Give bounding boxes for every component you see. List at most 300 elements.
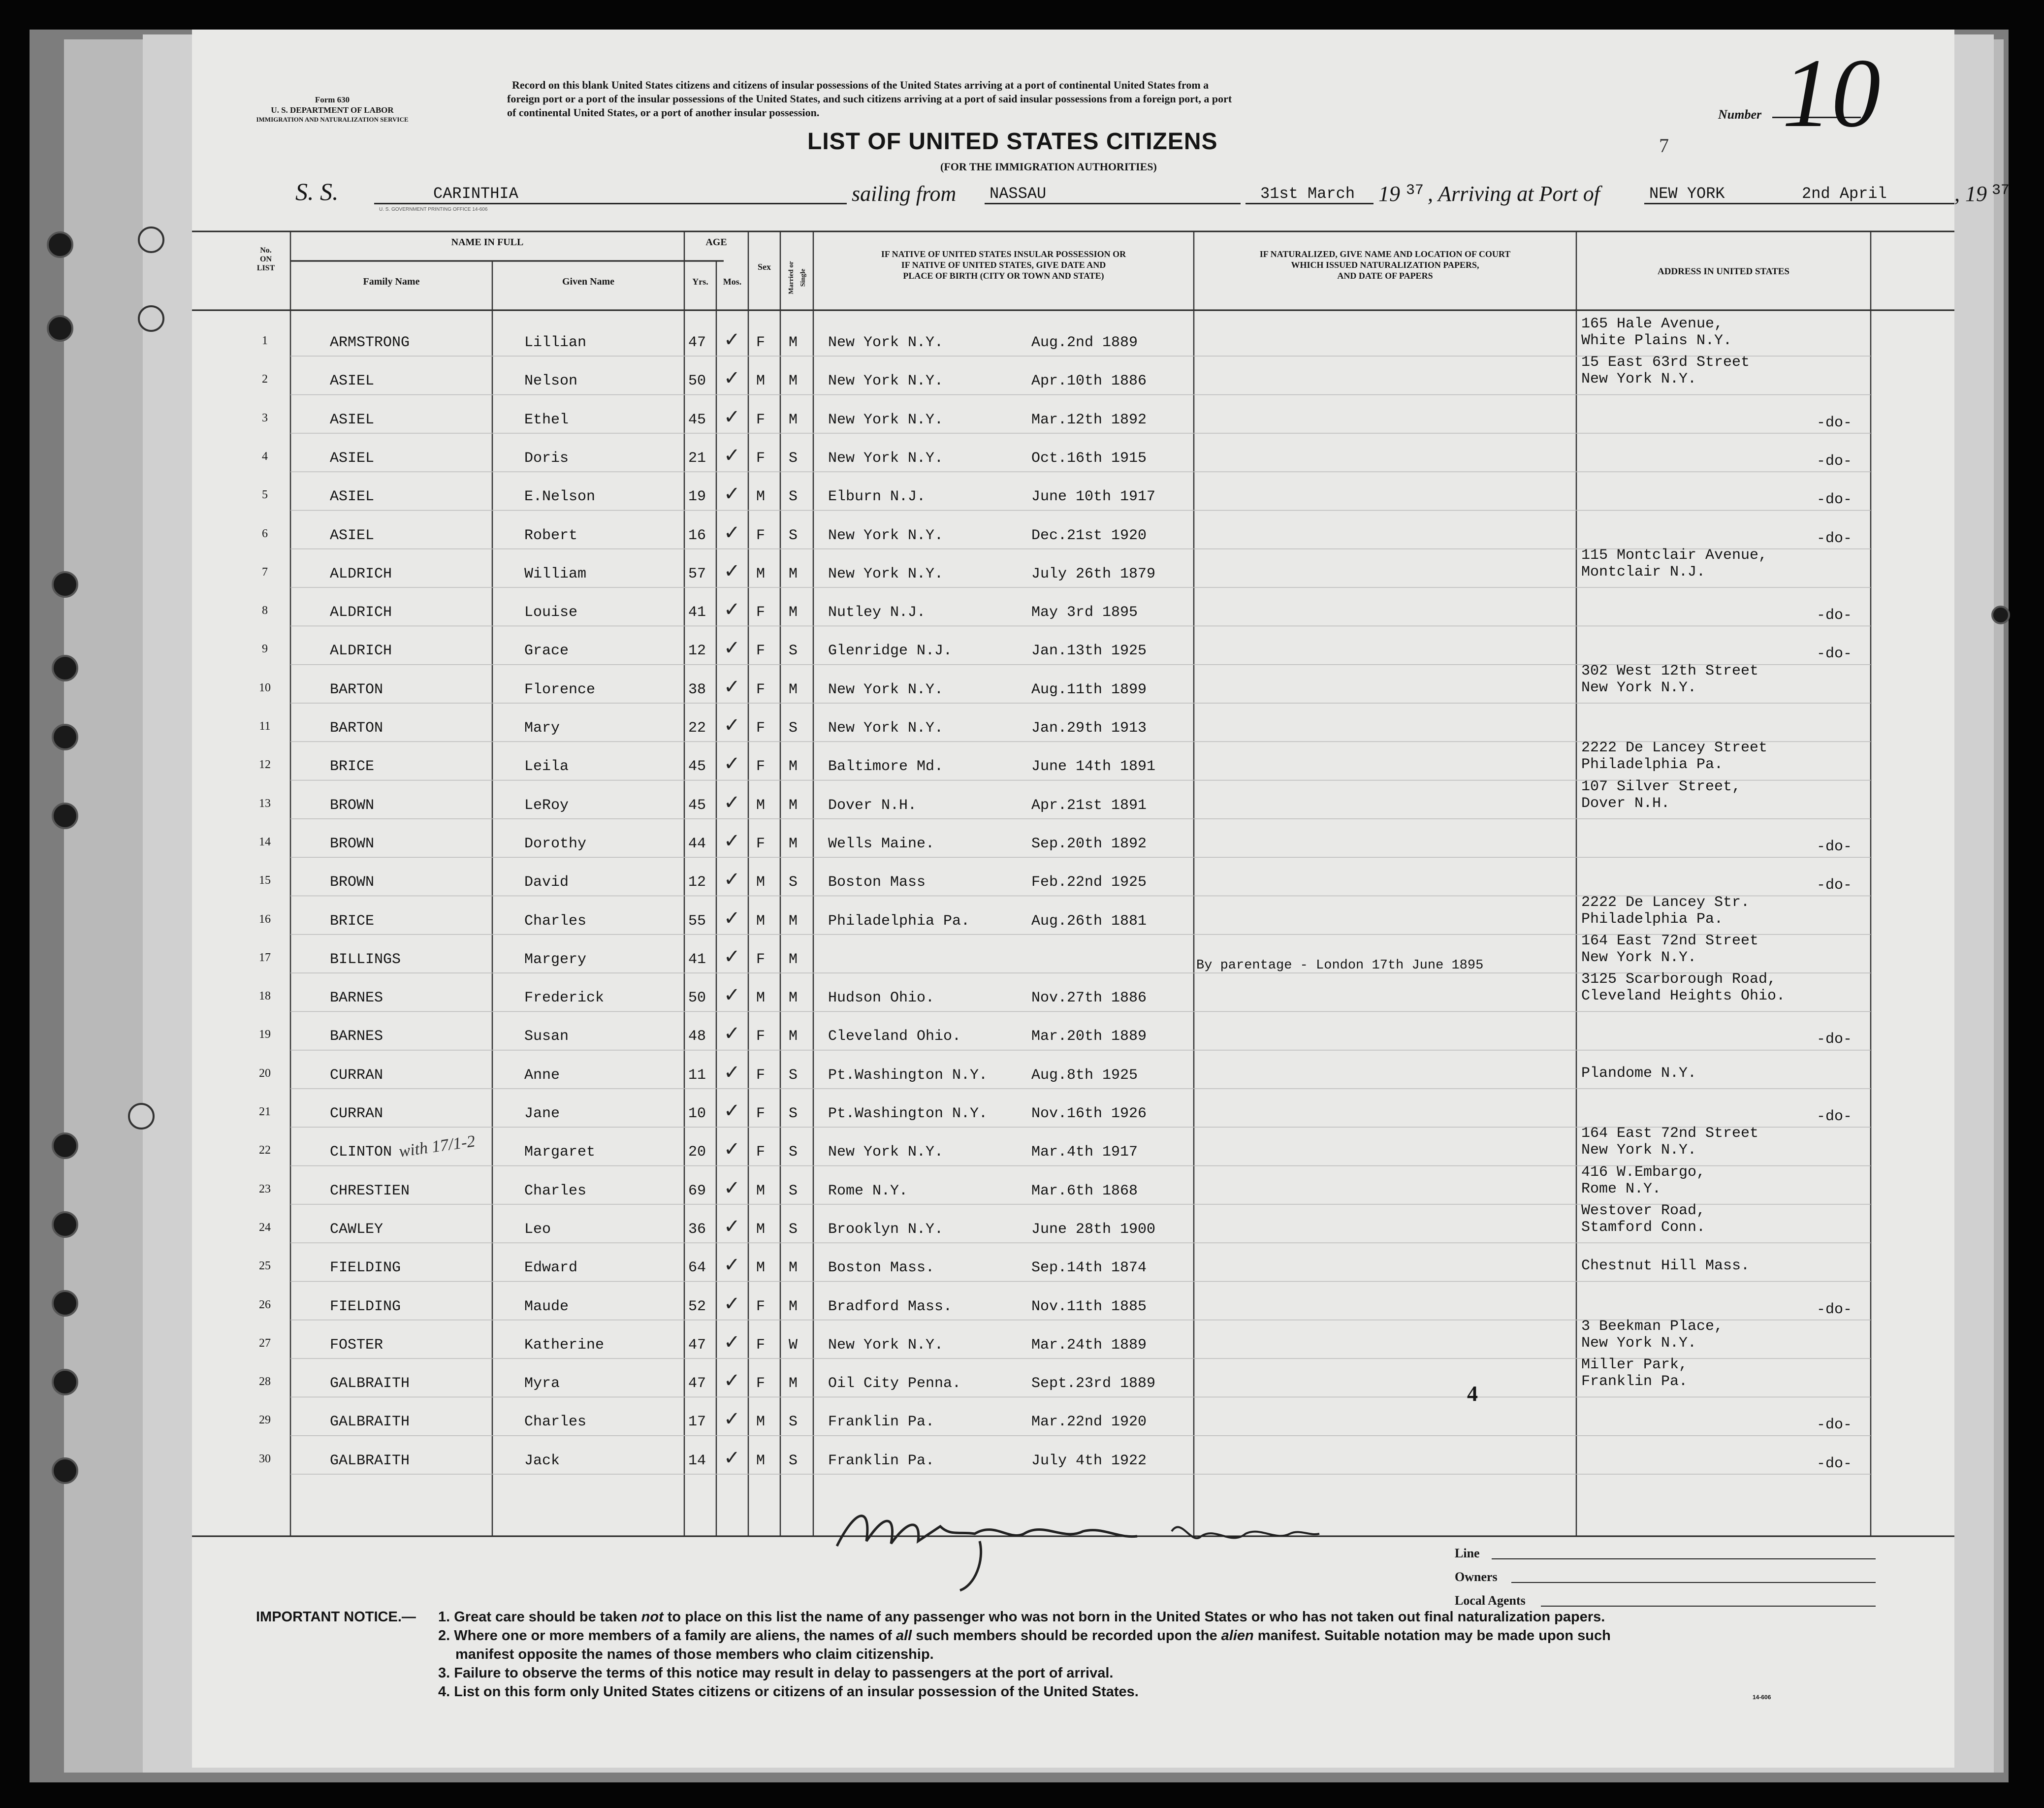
check-mark-icon: ✓	[724, 405, 740, 428]
sex: M	[756, 1414, 766, 1431]
given-name: E.Nelson	[524, 488, 596, 506]
age-years: 48	[688, 1028, 706, 1045]
row-number: 22	[259, 1144, 271, 1157]
birth-date: Oct.16th 1915	[1031, 450, 1147, 467]
manifest-page	[192, 30, 2010, 1768]
sex: F	[756, 1298, 766, 1315]
given-name: Leila	[524, 758, 569, 775]
age-years: 36	[688, 1221, 706, 1238]
check-mark-icon: ✓	[724, 367, 740, 390]
given-name: Dorothy	[524, 835, 587, 852]
printing-note: U. S. GOVERNMENT PRINTING OFFICE 14-606	[379, 207, 488, 212]
binder-hole	[52, 1457, 78, 1484]
marital-status: M	[789, 1028, 798, 1045]
binder-hole	[52, 803, 78, 829]
table-row	[192, 318, 1954, 356]
sex: M	[756, 565, 766, 582]
binder-hole	[52, 1132, 78, 1159]
family-name: BRICE	[330, 758, 375, 775]
given-name: Nelson	[524, 373, 578, 390]
age-years: 45	[688, 411, 706, 428]
age-years: 47	[688, 1375, 706, 1392]
age-years: 55	[688, 912, 706, 930]
family-name: CURRAN	[330, 1066, 383, 1084]
age-years: 22	[688, 720, 706, 737]
birth-date: Sept.23rd 1889	[1031, 1375, 1156, 1392]
check-mark-icon: ✓	[724, 598, 740, 621]
form-number: Form 630	[315, 95, 350, 104]
family-name: GALBRAITH	[330, 1414, 410, 1431]
given-name: Myra	[524, 1375, 560, 1392]
year2-prefix: , 19	[1954, 182, 1987, 206]
row-number: 24	[259, 1221, 271, 1234]
birth-date: July 4th 1922	[1031, 1452, 1147, 1469]
marital-status: M	[789, 797, 798, 814]
age-years: 38	[688, 681, 706, 698]
row-number: 2	[262, 373, 268, 386]
table-row	[192, 1320, 1954, 1358]
birth-date: Aug.8th 1925	[1031, 1066, 1138, 1084]
age-years: 11	[688, 1066, 706, 1084]
age-years: 44	[688, 835, 706, 852]
binder-hole	[52, 655, 78, 681]
check-mark-icon: ✓	[724, 984, 740, 1007]
age-years: 50	[688, 990, 706, 1007]
age-years: 20	[688, 1144, 706, 1161]
marital-status: S	[789, 874, 798, 891]
age-years: 41	[688, 604, 706, 621]
row-number: 8	[262, 604, 268, 617]
check-mark-icon: ✓	[724, 1099, 740, 1122]
sex: F	[756, 411, 766, 428]
family-name: ARMSTRONG	[330, 334, 410, 351]
birth-place: New York N.Y.	[828, 1336, 944, 1354]
birth-date: Apr.10th 1886	[1031, 373, 1147, 390]
notice-2-cont: manifest opposite the names of those members who claim citizenship.	[455, 1647, 934, 1662]
address-line-1: 3 Beekman Place,	[1581, 1318, 1724, 1335]
given-name: Leo	[524, 1221, 551, 1238]
address-line-2: New York N.Y.	[1581, 949, 1697, 966]
address-line-1: 302 West 12th Street	[1581, 662, 1759, 679]
given-name: Susan	[524, 1028, 569, 1045]
service: IMMIGRATION AND NATURALIZATION SERVICE	[256, 116, 409, 123]
address-line-1: 164 East 72nd Street	[1581, 1125, 1759, 1142]
marital-status: S	[789, 720, 798, 737]
birth-place: Bradford Mass.	[828, 1298, 953, 1315]
check-mark-icon: ✓	[724, 559, 740, 582]
family-name: ASIEL	[330, 450, 375, 467]
birth-date: Aug.11th 1899	[1031, 681, 1147, 698]
family-name: CAWLEY	[330, 1221, 383, 1238]
row-number: 27	[259, 1336, 271, 1350]
marital-status: M	[789, 373, 798, 390]
ss-label: S. S.	[295, 178, 339, 205]
given-name: Jack	[524, 1452, 560, 1469]
table-row	[192, 819, 1954, 857]
margin-number: 4	[1467, 1382, 1478, 1406]
instructions-2: foreign port or a port of the insular possessions of the United States, and such citizens arriving at a port of said insular possessions from a foreign port, a port	[507, 93, 1232, 105]
binder-hole	[52, 1369, 78, 1395]
sex: M	[756, 1259, 766, 1277]
table-row	[192, 472, 1954, 510]
sex: M	[756, 488, 766, 506]
marital-status: S	[789, 450, 798, 467]
handwritten-annotation: with 17/1-2	[398, 1132, 477, 1161]
table-row	[192, 1011, 1954, 1050]
notice-2: 2. Where one or more members of a family are aliens, the names of all such members should be recorded upon the alien manifest. Suitable notation may be made upon such	[438, 1628, 1611, 1644]
given-name: Lillian	[524, 334, 587, 351]
table-row	[192, 433, 1954, 472]
naturalization: By parentage - London 17th June 1895	[1196, 958, 1484, 973]
year-suffix: 37	[1406, 182, 1424, 199]
sex: M	[756, 990, 766, 1007]
row-number: 7	[262, 565, 268, 579]
year-prefix: 19	[1378, 182, 1400, 206]
row-number: 25	[259, 1259, 271, 1273]
birth-place: Boston Mass	[828, 874, 926, 891]
birth-date: Feb.22nd 1925	[1031, 874, 1147, 891]
address-line-1: 2222 De Lancey Street	[1581, 740, 1768, 757]
binder-ring	[138, 226, 164, 253]
birth-date: Jan.29th 1913	[1031, 720, 1147, 737]
birth-date: Apr.21st 1891	[1031, 797, 1147, 814]
address-line-1: 164 East 72nd Street	[1581, 932, 1759, 949]
address-line-2: Montclair N.J.	[1581, 563, 1706, 581]
birth-place: Dover N.H.	[828, 797, 917, 814]
address-line-1: -do-	[1817, 838, 1852, 855]
family-name: BROWN	[330, 835, 375, 852]
address-line-1: -do-	[1817, 646, 1852, 663]
given-name: Katherine	[524, 1336, 605, 1354]
family-name: ALDRICH	[330, 604, 392, 621]
family-name: BARNES	[330, 1028, 383, 1045]
table-row	[192, 703, 1954, 742]
birth-place: New York N.Y.	[828, 1144, 944, 1161]
form-code: 14-606	[1753, 1694, 1771, 1701]
table-row	[192, 356, 1954, 394]
row-number: 29	[259, 1414, 271, 1427]
check-mark-icon: ✓	[724, 868, 740, 891]
family-name: BROWN	[330, 874, 375, 891]
given-name: Charles	[524, 912, 587, 930]
binder-ring	[138, 305, 164, 332]
age-years: 12	[688, 643, 706, 660]
family-name: ASIEL	[330, 488, 375, 506]
sex: F	[756, 720, 766, 737]
year2-suffix: 37	[1992, 182, 2010, 199]
row-number: 11	[259, 720, 271, 733]
binder-hole	[1991, 606, 2010, 624]
address-line-2: New York N.Y.	[1581, 1334, 1697, 1352]
table-row	[192, 896, 1954, 935]
address-line-1: 2222 De Lancey Str.	[1581, 894, 1750, 911]
address-line-2: Stamford Conn.	[1581, 1219, 1706, 1236]
birth-place: Philadelphia Pa.	[828, 912, 970, 930]
check-mark-icon: ✓	[724, 444, 740, 467]
age-years: 10	[688, 1105, 706, 1122]
row-number: 21	[259, 1105, 271, 1118]
address-line-2: Franklin Pa.	[1581, 1373, 1688, 1390]
address-line-1: -do-	[1817, 530, 1852, 547]
birth-date: June 10th 1917	[1031, 488, 1156, 506]
family-name: ALDRICH	[330, 643, 392, 660]
row-number: 30	[259, 1452, 271, 1465]
family-name: BARNES	[330, 990, 383, 1007]
sex: F	[756, 604, 766, 621]
marital-status: S	[789, 1452, 798, 1469]
col-name-in-full: NAME IN FULL	[451, 237, 524, 248]
notice-4: 4. List on this form only United States citizens or citizens of an insular possession of the United States.	[438, 1684, 1139, 1700]
table-row	[192, 932, 1954, 973]
address-line-1: Westover Road,	[1581, 1202, 1706, 1219]
check-mark-icon: ✓	[724, 1176, 740, 1199]
arriving-label: , Arriving at Port of	[1428, 182, 1600, 206]
agents-field	[1541, 1606, 1876, 1607]
check-mark-icon: ✓	[724, 1022, 740, 1045]
binder-hole	[47, 315, 73, 342]
check-mark-icon: ✓	[724, 945, 740, 968]
age-years: 52	[688, 1298, 706, 1315]
marital-status: M	[789, 990, 798, 1007]
birth-date: Mar.20th 1889	[1031, 1028, 1147, 1045]
address-line-1: 3125 Scarborough Road,	[1581, 971, 1777, 988]
marital-status: S	[789, 1221, 798, 1238]
sex: F	[756, 450, 766, 467]
address-line-2: New York N.Y.	[1581, 371, 1697, 388]
instructions-3: of continental United States, or a port of another insular possession.	[507, 106, 820, 119]
marital-status: M	[789, 1259, 798, 1277]
marital-status: S	[789, 1066, 798, 1084]
marital-status: S	[789, 488, 798, 506]
from-port: NASSAU	[990, 185, 1047, 203]
given-name: Anne	[524, 1066, 560, 1084]
check-mark-icon: ✓	[724, 1369, 740, 1392]
sex: F	[756, 758, 766, 775]
row-number: 13	[259, 797, 271, 810]
address-line-1: -do-	[1817, 491, 1852, 509]
table-row	[192, 742, 1954, 780]
col-given-name: Given Name	[562, 276, 615, 287]
family-name: BARTON	[330, 681, 383, 698]
row-number: 26	[259, 1298, 271, 1311]
page-subtitle: (FOR THE IMMIGRATION AUTHORITIES)	[940, 161, 1157, 173]
col-married: Married or Single	[788, 261, 807, 294]
check-mark-icon: ✓	[724, 1408, 740, 1431]
arrival-date: 2nd April	[1802, 185, 1887, 203]
row-number: 9	[262, 643, 268, 656]
given-name: Ethel	[524, 411, 569, 428]
instructions-1: Record on this blank United States citizens and citizens of insular possessions of the United States arriving at a port of continental United States from a	[512, 79, 1209, 91]
sex: F	[756, 527, 766, 544]
col-naturalized: IF NATURALIZED, GIVE NAME AND LOCATION OF COURT WHICH ISSUED NATURALIZATION PAPERS, AND DATE OF PAPERS	[1259, 249, 1511, 281]
address-line-1: -do-	[1817, 414, 1852, 431]
marital-status: M	[789, 1298, 798, 1315]
given-name: Edward	[524, 1259, 578, 1277]
birth-place: Wells Maine.	[828, 835, 935, 852]
check-mark-icon: ✓	[724, 906, 740, 930]
given-name: Maude	[524, 1298, 569, 1315]
birth-date: Nov.16th 1926	[1031, 1105, 1147, 1122]
row-number: 5	[262, 488, 268, 502]
given-name: Charles	[524, 1182, 587, 1199]
birth-place: Boston Mass.	[828, 1259, 935, 1277]
sex: F	[756, 1144, 766, 1161]
check-mark-icon: ✓	[724, 791, 740, 814]
page-mark: 7	[1659, 134, 1669, 157]
address-line-1: -do-	[1817, 607, 1852, 624]
sailing-date: 31st March	[1260, 185, 1355, 203]
family-name: ALDRICH	[330, 565, 392, 582]
address-line-1: 15 East 63rd Street	[1581, 354, 1750, 371]
address-line-2: White Plains N.Y.	[1581, 332, 1732, 349]
address-line-1: -do-	[1817, 1031, 1852, 1048]
row-number: 23	[259, 1182, 271, 1195]
family-name: GALBRAITH	[330, 1375, 410, 1392]
marital-status: S	[789, 1105, 798, 1122]
sailing-label: sailing from	[852, 182, 957, 206]
check-mark-icon: ✓	[724, 1061, 740, 1084]
address-line-1: -do-	[1817, 1301, 1852, 1318]
table-row	[192, 1436, 1954, 1474]
given-name: Robert	[524, 527, 578, 544]
col-address: ADDRESS IN UNITED STATES	[1657, 266, 1789, 277]
number-label: Number	[1718, 107, 1762, 122]
row-number: 3	[262, 411, 268, 424]
owners-field	[1511, 1582, 1876, 1583]
row-number: 16	[259, 912, 271, 926]
sex: M	[756, 1452, 766, 1469]
notice-label: IMPORTANT NOTICE.—	[256, 1609, 416, 1625]
col-family-name: Family Name	[363, 276, 420, 287]
row-number: 15	[259, 874, 271, 887]
family-name: ASIEL	[330, 411, 375, 428]
given-name: Grace	[524, 643, 569, 660]
sex: F	[756, 1336, 766, 1354]
given-name: Jane	[524, 1105, 560, 1122]
address-line-2: Rome N.Y.	[1581, 1180, 1661, 1197]
table-row	[192, 1358, 1954, 1397]
marital-status: M	[789, 835, 798, 852]
check-mark-icon: ✓	[724, 1254, 740, 1277]
age-years: 57	[688, 565, 706, 582]
age-years: 41	[688, 951, 706, 968]
address-line-1: 115 Montclair Avenue,	[1581, 547, 1768, 564]
birth-place: New York N.Y.	[828, 450, 944, 467]
birth-date: Sep.20th 1892	[1031, 835, 1147, 852]
check-mark-icon: ✓	[724, 675, 740, 698]
sex: F	[756, 681, 766, 698]
family-name: FIELDING	[330, 1298, 401, 1315]
age-years: 14	[688, 1452, 706, 1469]
row-number: 12	[259, 758, 271, 772]
birth-place: Rome N.Y.	[828, 1182, 908, 1199]
birth-date: Mar.22nd 1920	[1031, 1414, 1147, 1431]
sex: M	[756, 874, 766, 891]
table-row	[192, 549, 1954, 587]
age-years: 50	[688, 373, 706, 390]
col-no: No. ON LIST	[256, 246, 275, 272]
address-line-1: -do-	[1817, 1417, 1852, 1434]
sex: F	[756, 334, 766, 351]
table-row	[192, 780, 1954, 819]
family-name: GALBRAITH	[330, 1452, 410, 1469]
check-mark-icon: ✓	[724, 637, 740, 660]
to-port: NEW YORK	[1649, 185, 1725, 203]
address-line-1: Chestnut Hill Mass.	[1581, 1258, 1750, 1275]
marital-status: M	[789, 1375, 798, 1392]
col-sex: Sex	[758, 262, 771, 272]
line-label: Line	[1455, 1546, 1480, 1560]
owners-label: Owners	[1455, 1570, 1498, 1584]
birth-date: Mar.24th 1889	[1031, 1336, 1147, 1354]
table-row	[192, 511, 1954, 549]
birth-place: Cleveland Ohio.	[828, 1028, 961, 1045]
given-name: Margery	[524, 951, 587, 968]
birth-date: Jan.13th 1925	[1031, 643, 1147, 660]
table-row	[192, 1282, 1954, 1320]
marital-status: M	[789, 604, 798, 621]
birth-place: Pt.Washington N.Y.	[828, 1105, 988, 1122]
col-mos: Mos.	[723, 277, 742, 287]
family-name: BRICE	[330, 912, 375, 930]
table-row	[192, 626, 1954, 664]
birth-date: July 26th 1879	[1031, 565, 1156, 582]
sex: M	[756, 912, 766, 930]
birth-date: Mar.4th 1917	[1031, 1144, 1138, 1161]
row-number: 1	[262, 334, 268, 347]
birth-place: Pt.Washington N.Y.	[828, 1066, 988, 1084]
binder-hole	[52, 1211, 78, 1238]
row-number: 17	[259, 951, 271, 964]
birth-place: Nutley N.J.	[828, 604, 926, 621]
table-row	[192, 1397, 1954, 1435]
birth-place: Baltimore Md.	[828, 758, 944, 775]
marital-status: S	[789, 1144, 798, 1161]
address-line-1: 416 W.Embargo,	[1581, 1163, 1706, 1181]
birth-place: Franklin Pa.	[828, 1452, 935, 1469]
family-name: ASIEL	[330, 527, 375, 544]
family-name: BROWN	[330, 797, 375, 814]
table-row	[192, 973, 1954, 1011]
table-row	[192, 662, 1954, 703]
check-mark-icon: ✓	[724, 752, 740, 775]
address-line-1: 107 Silver Street,	[1581, 778, 1741, 795]
check-mark-icon: ✓	[724, 829, 740, 852]
address-line-2: New York N.Y.	[1581, 1142, 1697, 1159]
birth-date: June 28th 1900	[1031, 1221, 1156, 1238]
given-name: Mary	[524, 720, 560, 737]
birth-place: Hudson Ohio.	[828, 990, 935, 1007]
age-years: 45	[688, 758, 706, 775]
table-row	[192, 395, 1954, 433]
page-title: LIST OF UNITED STATES CITIZENS	[807, 129, 1218, 155]
family-name: CHRESTIEN	[330, 1182, 410, 1199]
signature	[827, 1487, 1369, 1595]
marital-status: M	[789, 951, 798, 968]
row-number: 28	[259, 1375, 271, 1388]
address-line-2: Dover N.H.	[1581, 795, 1670, 812]
address-line-1: 165 Hale Avenue,	[1581, 316, 1724, 332]
sex: M	[756, 797, 766, 814]
address-line-2: Philadelphia Pa.	[1581, 756, 1724, 774]
birth-place: Oil City Penna.	[828, 1375, 961, 1392]
table-row	[192, 587, 1954, 626]
birth-place: Elburn N.J.	[828, 488, 926, 506]
table-row	[192, 1204, 1954, 1243]
sex: M	[756, 373, 766, 390]
given-name: Frederick	[524, 990, 605, 1007]
check-mark-icon: ✓	[724, 521, 740, 544]
